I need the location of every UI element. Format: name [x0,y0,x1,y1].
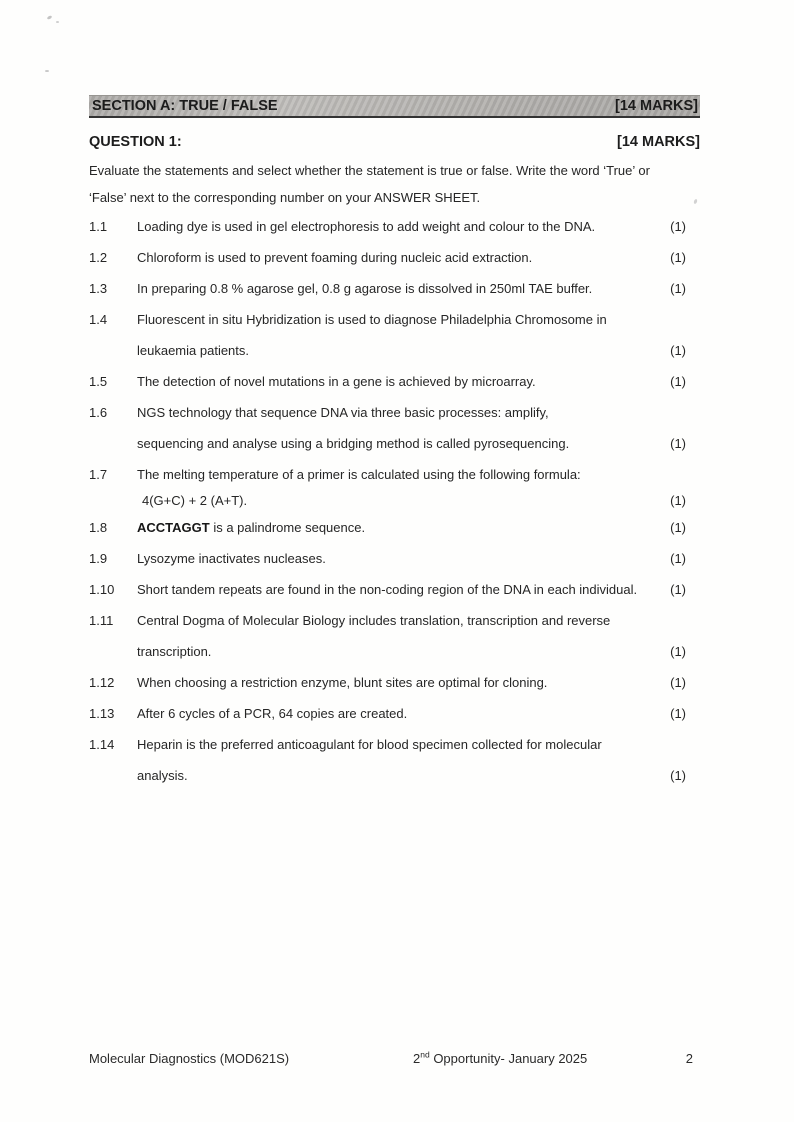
statement-item [89,605,700,667]
section-header-bar [89,95,700,118]
statement-text: Chloroform is used to prevent foaming during nucleic acid extraction. [137,250,533,265]
statement-text: Lysozyme inactivates nucleases. [137,551,326,566]
question-header [89,133,700,151]
statement-text: Short tandem repeats are found in the non-coding region of the DNA in each individual. [137,582,638,597]
statement-marks: (1) [670,493,686,508]
statement-marks: (1) [670,436,686,451]
footer-page-number: 2 [685,1051,693,1066]
statement-item [89,543,700,574]
statement-item [89,512,700,543]
statement-marks: (1) [670,582,686,597]
statement-text: ACCTAGGT is a palindrome sequence. [137,520,366,535]
footer-course: Molecular Diagnostics (MOD621S) [89,1051,290,1066]
statement-marks: (1) [670,520,686,535]
statement-number: 1.10 [89,582,115,597]
instructions-text [89,157,700,211]
instructions-line: ‘False’ next to the corresponding number on your ANSWER SHEET. [89,190,481,205]
scan-artifact [47,15,53,20]
statement-item [89,273,700,304]
statement-number: 1.2 [89,250,108,265]
section-title: SECTION A: TRUE / FALSE [92,98,278,114]
statement-number: 1.4 [89,312,108,327]
footer-session-rest: Opportunity- January 2025 [429,1051,588,1066]
statement-item [89,667,700,698]
statement-text: Heparin is the preferred anticoagulant for blood specimen collected for molecular analysis. [137,737,602,783]
statement-number: 1.12 [89,675,115,690]
statement-number: 1.8 [89,520,108,535]
statement-text: Fluorescent in situ Hybridization is used to diagnose Philadelphia Chromosome in leukaemia patients. [137,312,607,358]
footer-session-superscript: nd [420,1049,430,1060]
statement-item [89,459,700,512]
statement-marks: (1) [670,219,686,234]
statement-text: Loading dye is used in gel electrophoresis to add weight and colour to the DNA. [137,219,596,234]
statement-text: Central Dogma of Molecular Biology includes translation, transcription and reverse transcription. [137,613,611,659]
statement-text: When choosing a restriction enzyme, blunt sites are optimal for cloning. [137,675,548,690]
statement-marks: (1) [670,644,686,659]
statement-marks: (1) [670,675,686,690]
statement-number: 1.7 [89,467,108,482]
statement-number: 1.9 [89,551,108,566]
statement-text: The melting temperature of a primer is calculated using the following formula: 4(G+C) + 2 (A+T). [137,467,581,508]
statement-number: 1.11 [89,613,114,628]
statement-item [89,397,700,459]
statement-number: 1.14 [89,737,115,752]
statement-number: 1.6 [89,405,108,420]
page-footer [0,1050,794,1070]
statement-marks: (1) [670,374,686,389]
statement-item [89,304,700,366]
statements-list [89,211,700,791]
instructions-line: Evaluate the statements and select whether the statement is true or false. Write the word ‘True’ or [89,163,650,178]
statement-text: The detection of novel mutations in a gene is achieved by microarray. [137,374,536,389]
statement-marks: (1) [670,343,686,358]
scan-artifact [45,70,49,72]
statement-text: In preparing 0.8 % agarose gel, 0.8 g agarose is dissolved in 250ml TAE buffer. [137,281,593,296]
statement-text: After 6 cycles of a PCR, 64 copies are created. [137,706,408,721]
statement-marks: (1) [670,706,686,721]
page-content [89,95,700,791]
question-marks: [14 MARKS] [617,134,700,150]
statement-item [89,211,700,242]
statement-item [89,574,700,605]
statement-item [89,729,700,791]
statement-item [89,698,700,729]
footer-session [413,1050,587,1068]
statement-number: 1.5 [89,374,108,389]
section-marks: [14 MARKS] [615,98,698,114]
statement-number: 1.1 [89,219,108,234]
scan-artifact [56,21,59,23]
statement-marks: (1) [670,250,686,265]
statement-number: 1.3 [89,281,108,296]
statement-text: NGS technology that sequence DNA via three basic processes: amplify, sequencing and analyse using a bridging method is called pyrosequencing. [137,405,570,451]
statement-marks: (1) [670,281,686,296]
question-title: QUESTION 1: [89,134,182,150]
footer-session-base: 2 [413,1051,421,1066]
statement-marks: (1) [670,551,686,566]
statement-marks: (1) [670,768,686,783]
statement-item [89,242,700,273]
statement-item [89,366,700,397]
statement-number: 1.13 [89,706,115,721]
